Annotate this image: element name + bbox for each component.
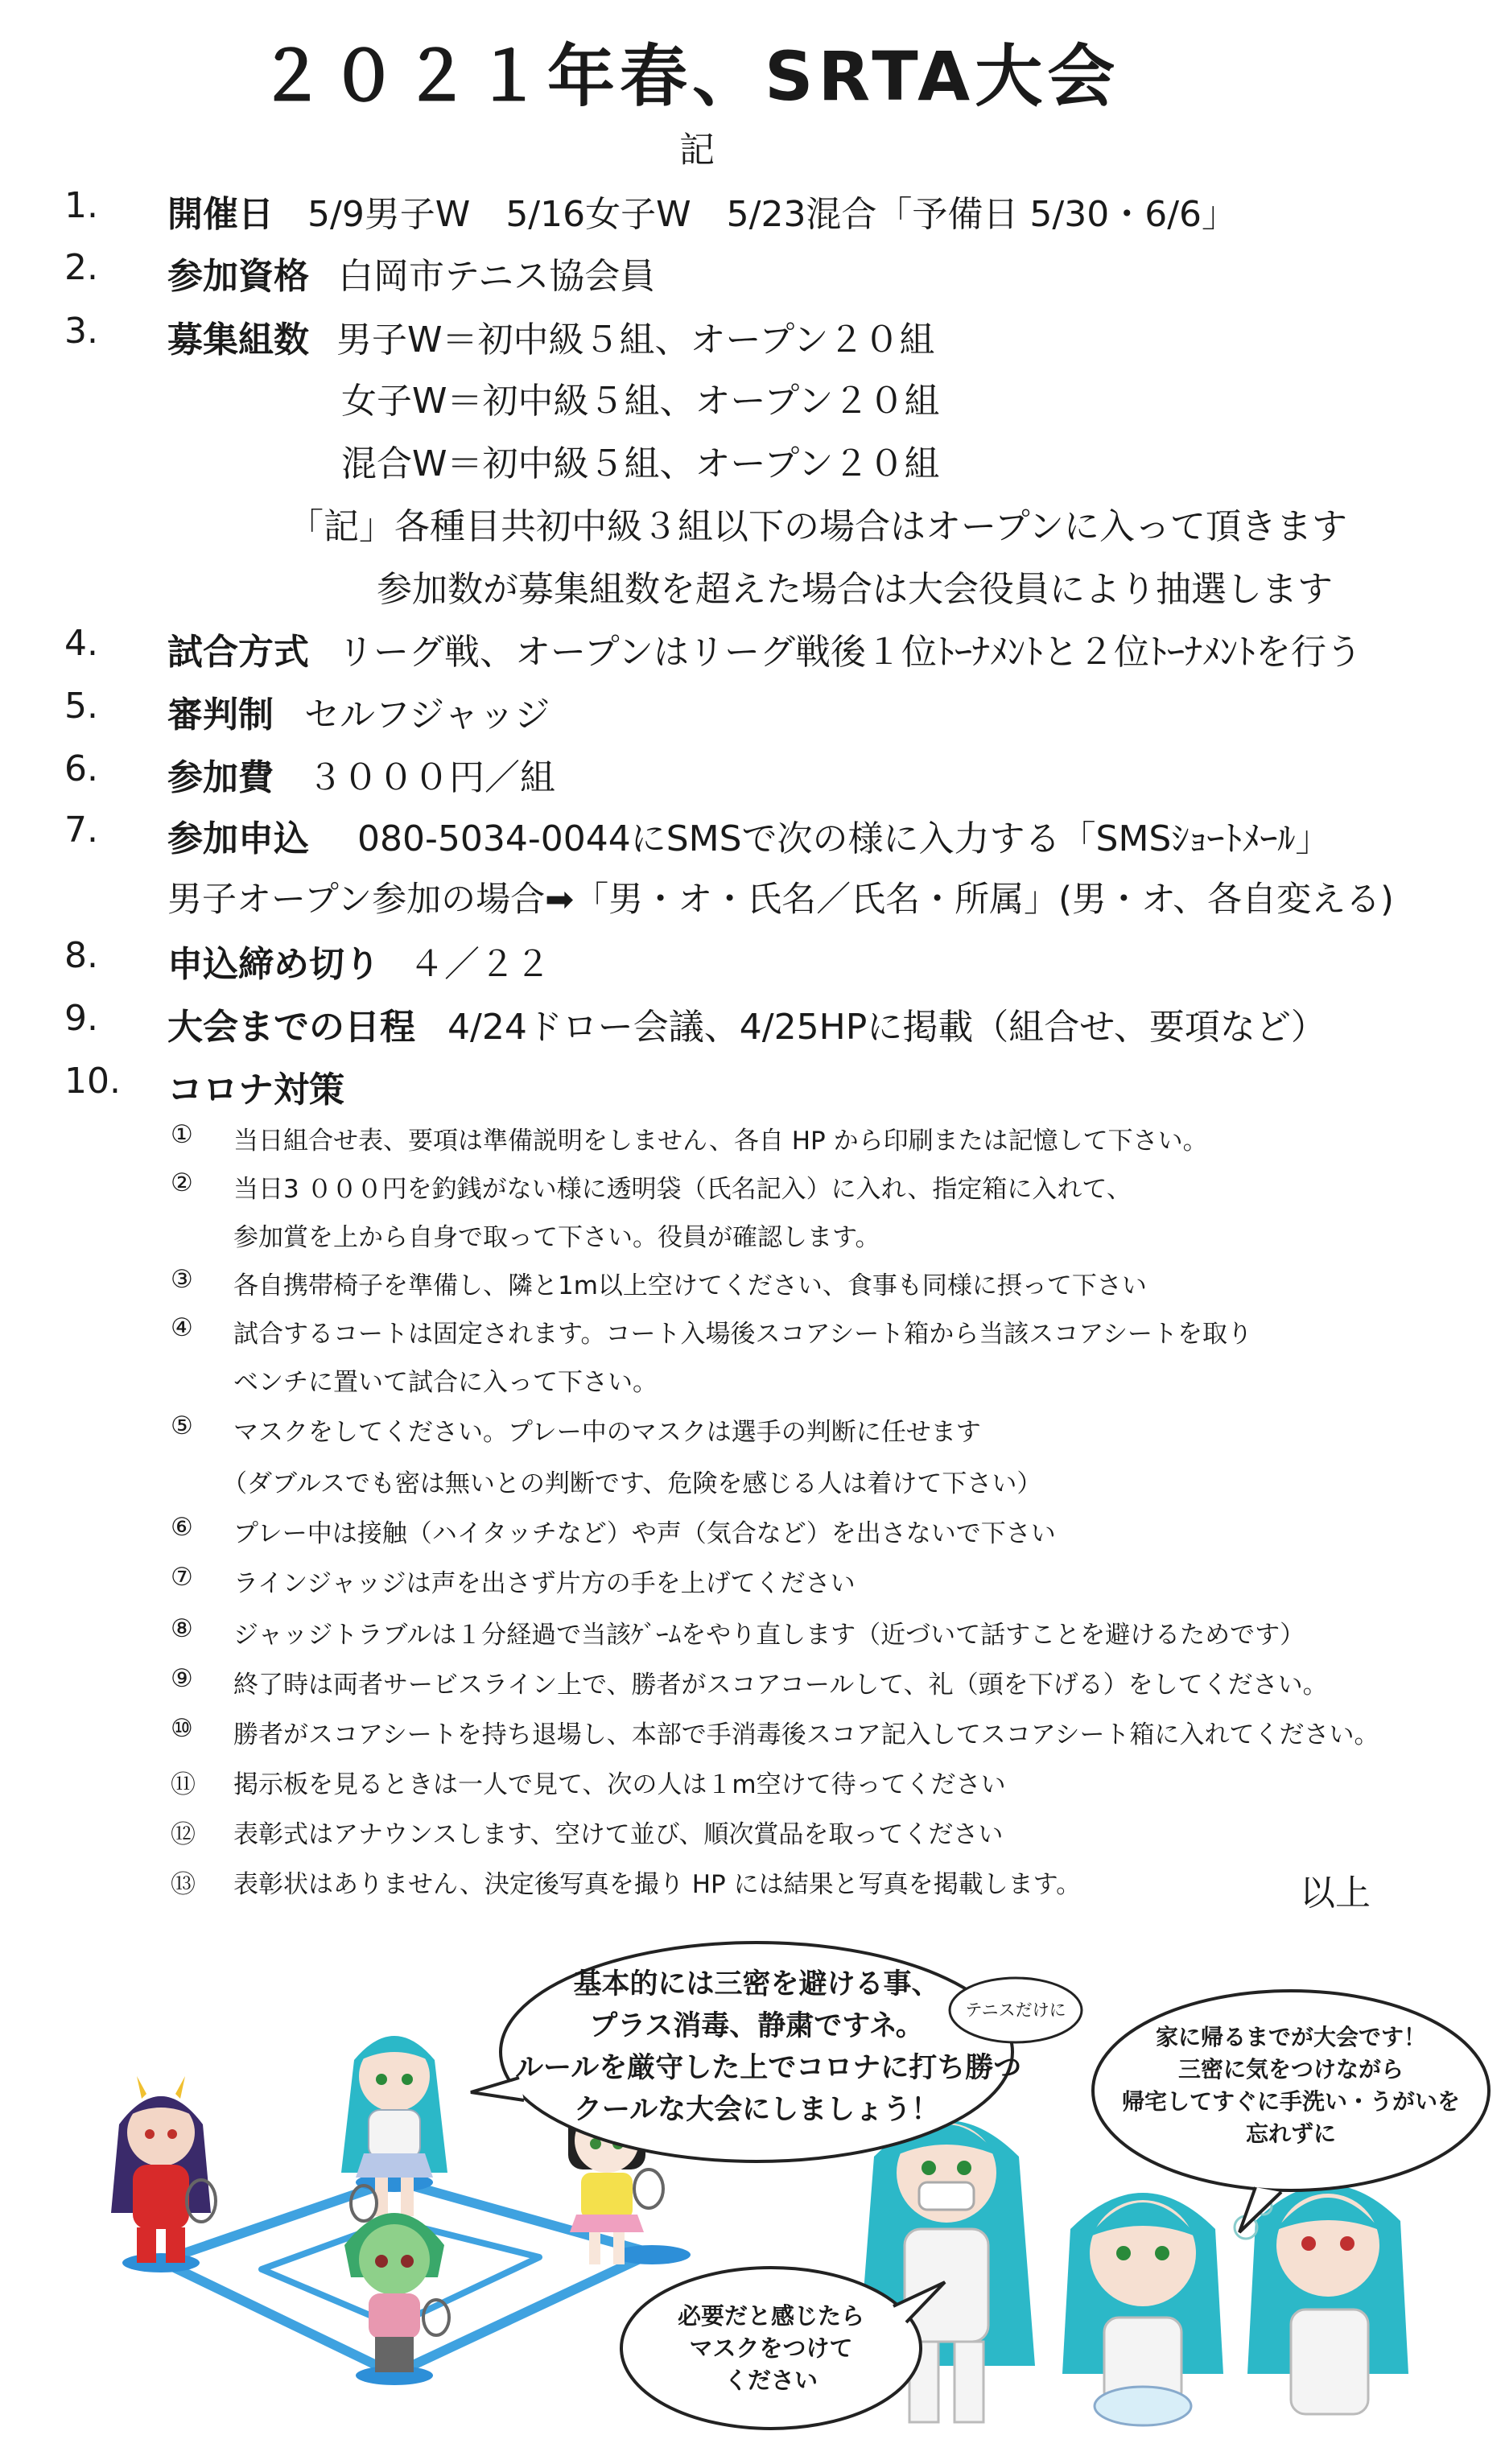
bubble-home-line: 三密に気をつけながら (1177, 2056, 1404, 2083)
item-text: 5/9男子W 5/16女子W 5/23混合「予備日 5/30・6/6」 (307, 194, 1238, 235)
bubble-main-line: プラス消毒、静粛ですネ。 (589, 2010, 924, 2042)
item-number: 2. (64, 247, 98, 288)
corona-number: ⑬ (171, 1870, 196, 1899)
corona-number: ④ (171, 1313, 193, 1342)
character-oni (111, 2076, 216, 2263)
corona-number: ② (171, 1168, 193, 1197)
ki-heading: 記 (679, 130, 715, 171)
bubble-tennis-text: テニスだけに (965, 2000, 1066, 2020)
bubble-home-line: 帰宅してすぐに手洗い・うがいを (1121, 2088, 1460, 2115)
corona-text: 終了時は両者サービスライン上で、勝者がスコアコールして、礼（頭を下げる）をしてください。 (233, 1671, 1328, 1700)
character-gargle-girl (1235, 2180, 1408, 2414)
corona-number: ③ (171, 1265, 193, 1294)
corona-text: マスクをしてください。プレー中のマスクは選手の判断に任せます (233, 1418, 981, 1447)
corona-number: ⑪ (171, 1770, 196, 1799)
item-number: 1. (64, 185, 98, 226)
item-text: リーグ戦、オープンはリーグ戦後１位ﾄｰﾅﾒﾝﾄと２位ﾄｰﾅﾒﾝﾄを行う (338, 632, 1363, 673)
corona-number: ⑩ (171, 1714, 193, 1743)
item-text: 白岡市テニス協会員 (338, 256, 656, 297)
corona-text: 掲示板を見るときは一人で見て、次の人は１m空けて待ってください (233, 1770, 1006, 1799)
bubble-mask-line: マスクをつけて (689, 2334, 853, 2362)
corona-text: 表彰状はありません、決定後写真を撮り HP には結果と写真を掲載します。 (233, 1870, 1082, 1899)
item-number: 7. (64, 810, 98, 851)
corona-text: ジャッジトラブルは１分経過で当該ｹﾞｰﾑをやり直します（近づいて話すことを避けるためです） (233, 1621, 1305, 1650)
item-label: 参加申込 (167, 818, 309, 859)
item-label: 募集組数 (167, 319, 309, 361)
corona-text: 試合するコートは固定されます。コート入場後スコアシート箱から当該スコアシートを取り (233, 1320, 1253, 1349)
corona-text: 参加賞を上から自身で取って下さい。役員が確認します。 (233, 1223, 880, 1252)
corona-text: （ダブルスでも密は無いとの判断です、危険を感じる人は着けて下さい） (222, 1469, 1042, 1498)
corona-number: ⑦ (171, 1563, 193, 1592)
corona-number: ⑥ (171, 1513, 193, 1542)
character-handwash-girl (1062, 2193, 1223, 2425)
item-text: 参加数が募集組数を超えた場合は大会役員により抽選します (377, 569, 1333, 610)
bubble-mask-line: 必要だと感じたら (677, 2302, 864, 2330)
item-label: コロナ対策 (167, 1069, 344, 1110)
corona-number: ⑨ (171, 1664, 193, 1693)
item-text: セルフジャッジ (304, 694, 550, 735)
corona-number: ⑧ (171, 1614, 193, 1643)
bubble-mask-text (634, 2300, 908, 2396)
bubble-main-line: クールな大会にしましょう！ (573, 2094, 940, 2126)
item-number: 3. (64, 311, 98, 352)
item-number: 6. (64, 748, 98, 789)
item-label: 参加費 (167, 757, 274, 798)
item-text: 080-5034-0044にSMSで次の様に入力する「SMSｼｮｰﾄﾒｰﾙ」 (357, 818, 1331, 859)
bubble-main-line: 基本的には三密を避ける事、 (573, 1968, 940, 2000)
item-label: 試合方式 (167, 632, 309, 673)
page-title: ２０２１年春、SRTA大会 (258, 37, 1120, 116)
character-green-girl (344, 2213, 449, 2372)
item-number: 10. (64, 1061, 121, 1102)
corona-text: ラインジャッジは声を出さず片方の手を上げてください (233, 1569, 856, 1598)
corona-number: ① (171, 1120, 193, 1149)
bubble-main-line: ルールを厳守した上でコロナに打ち勝つ (515, 2052, 1022, 2084)
corona-text: ベンチに置いて試合に入って下さい。 (233, 1368, 658, 1397)
corona-text: プレー中は接触（ハイタッチなど）や声（気合など）を出さないで下さい (233, 1519, 1056, 1548)
item-text: 4/24ドロー会議、4/25HPに掲載（組合せ、要項など） (447, 1007, 1326, 1048)
item-text: 男子W＝初中級５組、オープン２０組 (336, 319, 935, 361)
item-number: 4. (64, 623, 98, 664)
item-number: 5. (64, 686, 98, 727)
item-text: 混合W＝初中級５組、オープン２０組 (341, 443, 940, 484)
item-label: 大会までの日程 (167, 1007, 415, 1048)
bubble-home-line: 家に帰るまでが大会です！ (1155, 2024, 1426, 2050)
corona-text: 各自携帯椅子を準備し、隣と1m以上空けてください、食事も同様に摂って下さい (233, 1271, 1147, 1300)
corona-number: ⑤ (171, 1411, 193, 1440)
item-text: 男子オープン参加の場合➡「男・オ・氏名／氏名・所属」(男・オ、各自変える) (167, 880, 1394, 920)
corona-text: 当日組合せ表、要項は準備説明をしません、各自 HP から印刷または記憶して下さい。 (233, 1127, 1208, 1156)
item-text: 「記」各種目共初中級３組以下の場合はオープンに入って頂きます (288, 506, 1348, 547)
corona-text: 当日3 ０００円を釣銭がない様に透明袋（氏名記入）に入れ、指定箱に入れて、 (233, 1175, 1132, 1204)
item-text: 女子W＝初中級５組、オープン２０組 (341, 381, 940, 422)
item-number: 9. (64, 998, 98, 1039)
item-label: 審判制 (167, 694, 274, 735)
bubble-home-text (1106, 2021, 1476, 2150)
item-label: 申込締め切り (167, 944, 380, 985)
item-label: 開催日 (167, 194, 274, 235)
item-text: ４／２２ (409, 944, 550, 985)
bubble-home-line: 忘れずに (1245, 2120, 1336, 2147)
corona-text: 表彰式はアナウンスします、空けて並び、順次賞品を取ってください (233, 1820, 1004, 1849)
bubble-mask-line: ください (724, 2367, 818, 2394)
item-label: 参加資格 (167, 256, 309, 297)
closing-mark: 以上 (1300, 1873, 1371, 1914)
item-number: 8. (64, 935, 98, 976)
corona-text: 勝者がスコアシートを持ち退場し、本部で手消毒後スコア記入してスコアシート箱に入れてください。 (233, 1720, 1379, 1749)
corona-number: ⑫ (171, 1820, 196, 1849)
item-text: ３０００円／組 (307, 757, 555, 798)
